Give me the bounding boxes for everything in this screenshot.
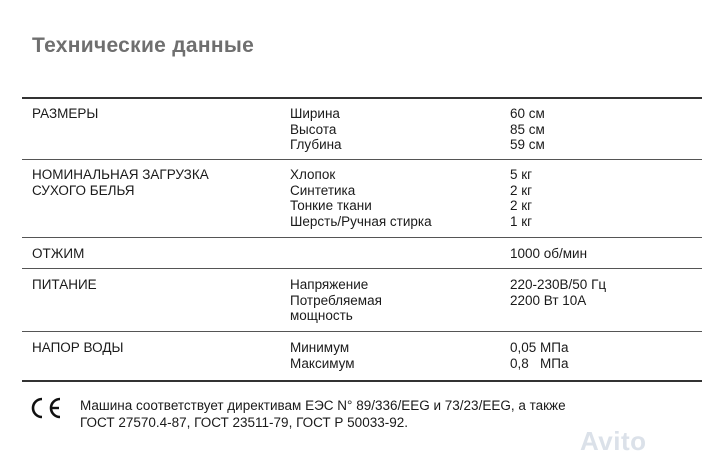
avito-watermark: Avito xyxy=(580,426,647,456)
ce-mark-icon xyxy=(30,396,66,420)
section-label: ПИТАНИЕ xyxy=(32,277,97,292)
section-label: ОТЖИМ xyxy=(32,246,85,261)
value-list: 5 кг 2 кг 2 кг 1 кг xyxy=(510,167,533,229)
param-list: Минимум Максимум xyxy=(290,340,355,371)
header-rule xyxy=(22,97,702,99)
section-label: НОМИНАЛЬНАЯ ЗАГРУЗКА СУХОГО БЕЛЬЯ xyxy=(32,167,209,198)
compliance-note: Машина соответствует директивам ЕЭС N° 89/336/EEG и 73/23/EEG, а также ГОСТ 27570.4-87, ГОСТ 23511-79, ГОСТ Р 50033-92. xyxy=(80,398,566,430)
footer-rule xyxy=(22,380,702,382)
section-divider xyxy=(22,268,702,269)
param-list: Хлопок Синтетика Тонкие ткани Шерсть/Ручная стирка xyxy=(290,167,432,229)
value-list: 0,05 МПа 0,8 МПа xyxy=(510,340,569,371)
section-divider xyxy=(22,331,702,332)
section-label: НАПОР ВОДЫ xyxy=(32,340,124,355)
value-list: 1000 об/мин xyxy=(510,246,588,261)
value-list: 60 см 85 см 59 см xyxy=(510,106,545,153)
param-list: Ширина Высота Глубина xyxy=(290,106,342,153)
value-list: 220-230В/50 Гц 2200 Вт 10А xyxy=(510,277,607,308)
section-divider xyxy=(22,237,702,238)
page-title: Технические данные xyxy=(32,34,255,57)
section-divider xyxy=(22,159,702,160)
param-list: Напряжение Потребляемая мощность xyxy=(290,277,382,324)
section-label: РАЗМЕРЫ xyxy=(32,106,99,121)
